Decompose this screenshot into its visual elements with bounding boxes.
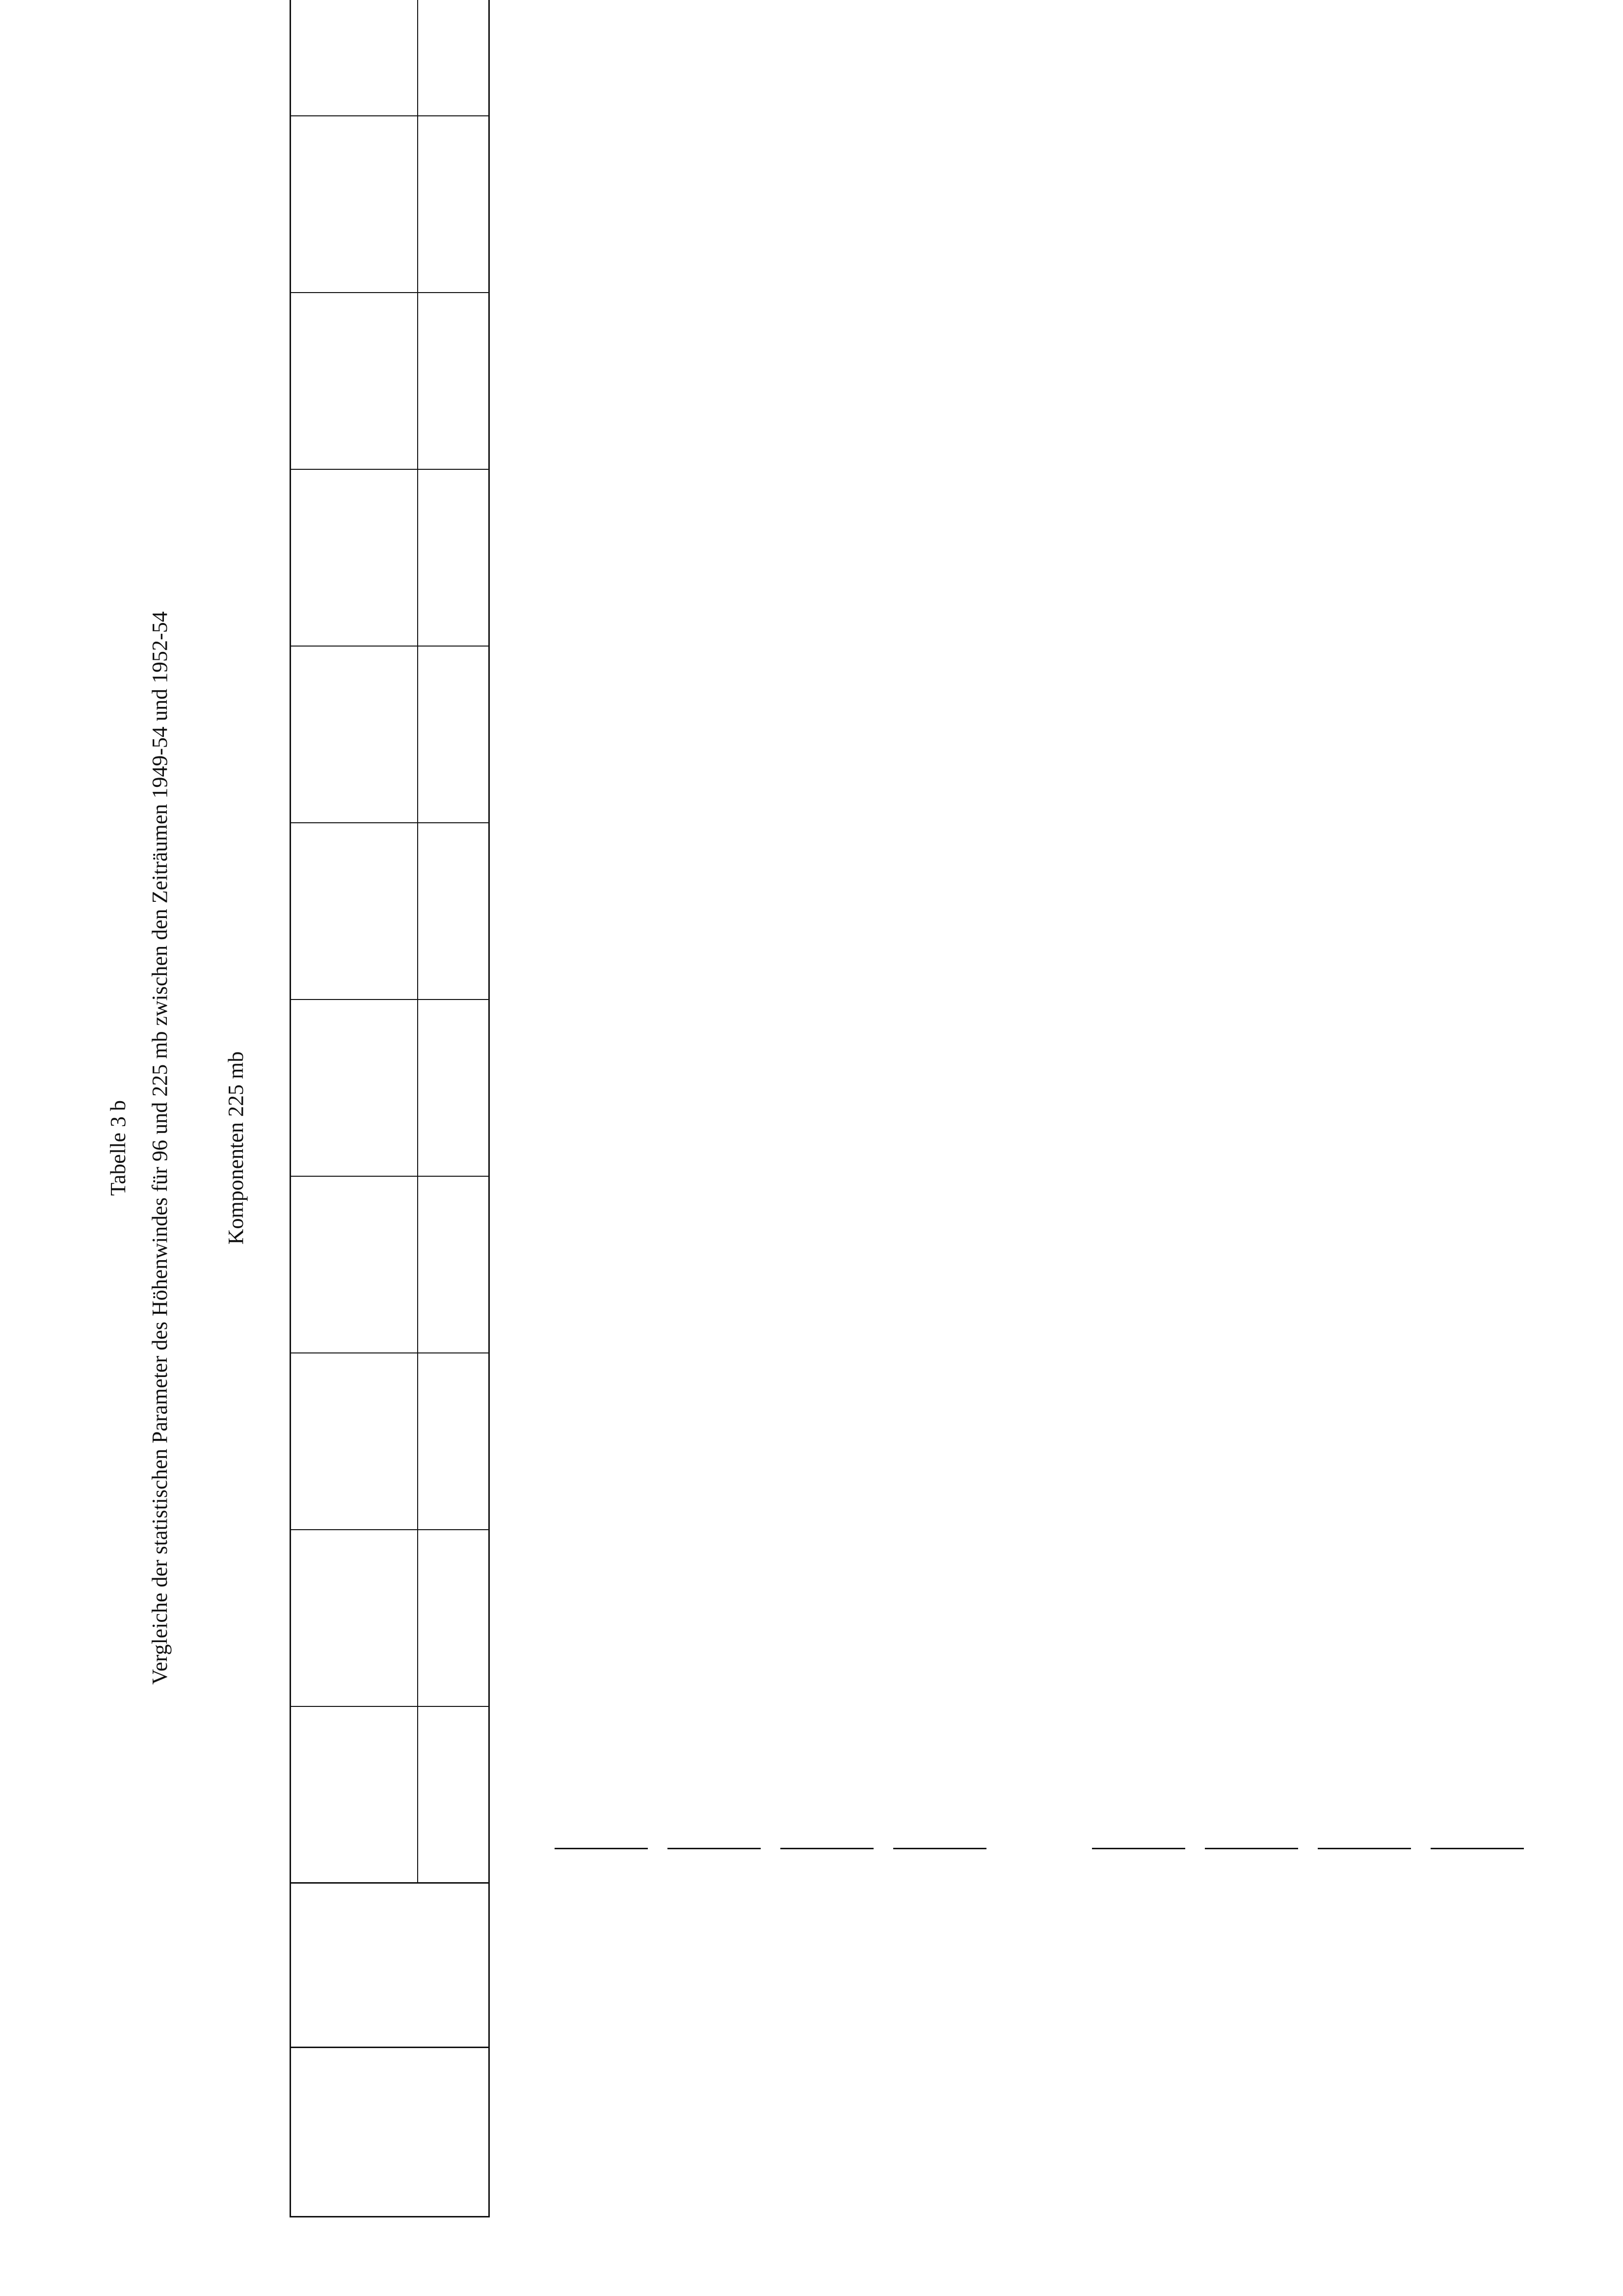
- station-divider: [290, 822, 488, 823]
- period-column-border: [1318, 1848, 1411, 1849]
- period-column-border: [1431, 1848, 1524, 1849]
- header-bottom-border: [488, 0, 490, 2217]
- station-divider: [290, 646, 488, 647]
- station-divider: [290, 292, 488, 293]
- jahreszeit-divider: [290, 2047, 488, 2048]
- table-top-border: [290, 0, 291, 2217]
- period-column-border: [667, 1848, 761, 1849]
- period-column-border: [1205, 1848, 1298, 1849]
- table-left-border: [290, 2216, 488, 2217]
- zeitraum-divider: [290, 1882, 488, 1884]
- period-column-border: [780, 1848, 874, 1849]
- station-divider: [290, 1352, 488, 1353]
- period-column-border: [1092, 1848, 1185, 1849]
- station-divider: [290, 1176, 488, 1177]
- table-title: Tabelle 3 b: [106, 1100, 130, 1196]
- station-divider: [290, 1706, 488, 1707]
- station-divider: [290, 1529, 488, 1530]
- period-column-border: [555, 1848, 648, 1849]
- station-divider: [290, 999, 488, 1000]
- table-subtitle: Vergleiche der statistischen Parameter des Höhenwindes für 96 und 225 mb zwischen den Zeiträumen 1949-54 und 1952-54: [148, 611, 172, 1685]
- station-divider: [290, 469, 488, 470]
- number-row-border: [417, 0, 418, 1884]
- period-column-border: [893, 1848, 986, 1849]
- station-divider: [290, 115, 488, 116]
- table-subheading: Komponenten 225 mb: [224, 1051, 248, 1245]
